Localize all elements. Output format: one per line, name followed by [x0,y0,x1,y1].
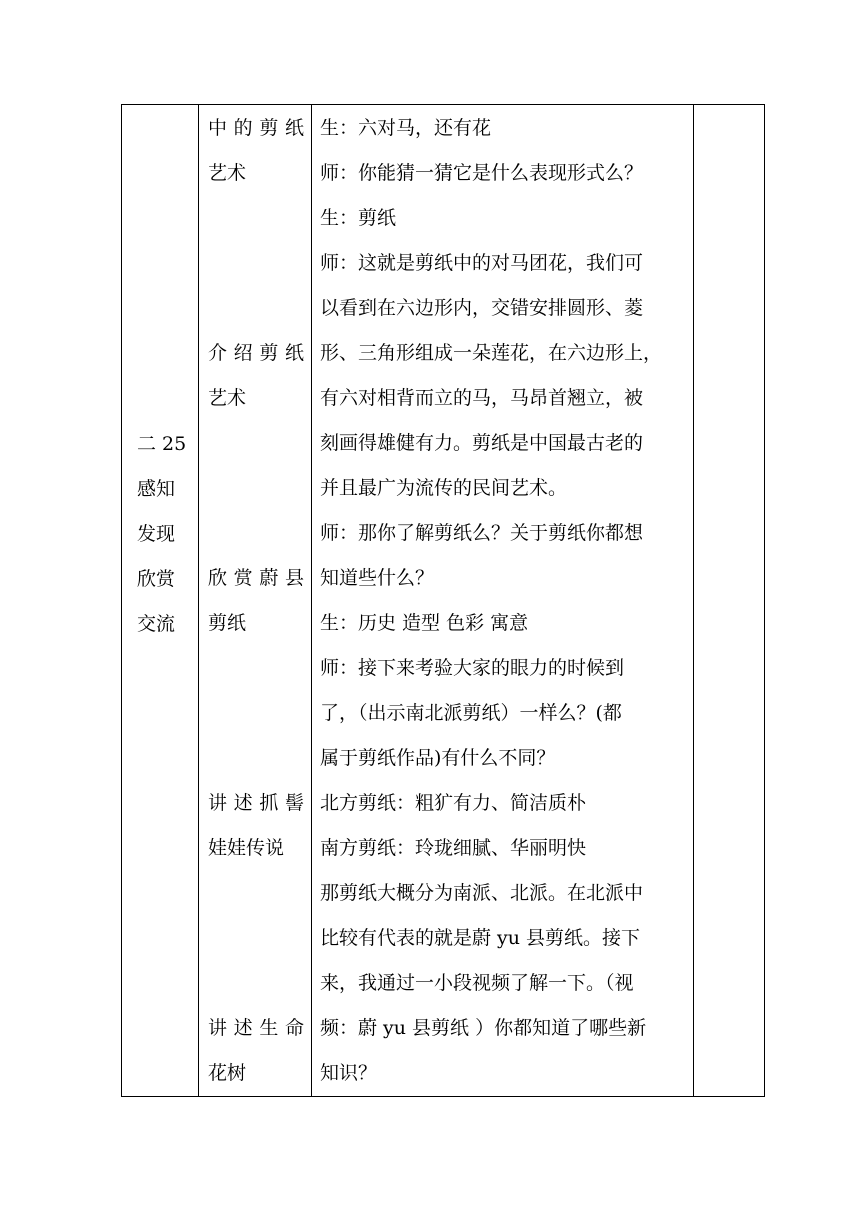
activity-label: 欣 赏 蔚 县 [208,567,304,589]
text-line: 并且最广为流传的民间艺术。 [320,477,568,499]
text-line: 频：蔚 yu 县剪纸 ）你都知道了哪些新 [320,1017,647,1039]
text-line: 形、三角形组成一朵莲花，在六边形上， [320,342,663,364]
text-line: 师：接下来考验大家的眼力的时候到 [320,657,625,679]
text-line: 生：六对马，还有花 [320,117,492,139]
text-line: 师：这就是剪纸中的对马团花，我们可 [320,252,644,274]
text-line: 欣赏 [137,568,176,590]
text-line: 发现 [137,523,176,545]
text-line: 了，（出示南北派剪纸）一样么？(都 [320,702,622,724]
column-divider [311,105,312,1096]
text-line: 艺术 [208,162,247,184]
text-line: 以看到在六边形内，交错安排圆形、菱 [320,297,644,319]
text-line: 有六对相背而立的马，马昂首翘立，被 [320,387,644,409]
text-line: 师：你能猜一猜它是什么表现形式么？ [320,162,644,184]
text-line: 感知 [137,478,176,500]
text-line: 生：剪纸 [320,207,397,229]
activity-label: 讲 述 生 命 [208,1017,304,1039]
text-line: 生：历史 造型 色彩 寓意 [320,612,529,634]
lesson-table [121,104,765,1097]
text-line: 比较有代表的就是蔚 yu 县剪纸。接下 [320,927,641,949]
text-line: 花树 [208,1062,247,1084]
text-line: 来，我通过一小段视频了解一下。（视 [320,972,634,994]
text-line: 刻画得雄健有力。剪纸是中国最古老的 [320,432,644,454]
text-line: 二 25 [137,433,187,455]
text-line: 娃娃传说 [208,837,285,859]
column-divider [693,105,694,1096]
activity-label: 中 的 剪 纸 [208,117,304,139]
activity-label: 讲 述 抓 髻 [208,792,304,814]
text-line: 交流 [137,613,176,635]
column-divider [198,105,199,1096]
text-line: 南方剪纸：玲珑细腻、华丽明快 [320,837,587,859]
text-line: 艺术 [208,387,247,409]
text-line: 剪纸 [208,612,247,634]
text-line: 属于剪纸作品)有什么不同？ [320,747,556,769]
text-line: 知道些什么？ [320,567,435,589]
text-line: 北方剪纸：粗犷有力、简洁质朴 [320,792,587,814]
activity-label: 介 绍 剪 纸 [208,342,304,364]
text-line: 那剪纸大概分为南派、北派。在北派中 [320,882,644,904]
text-line: 知识？ [320,1062,378,1084]
text-line: 师：那你了解剪纸么？关于剪纸你都想 [320,522,644,544]
